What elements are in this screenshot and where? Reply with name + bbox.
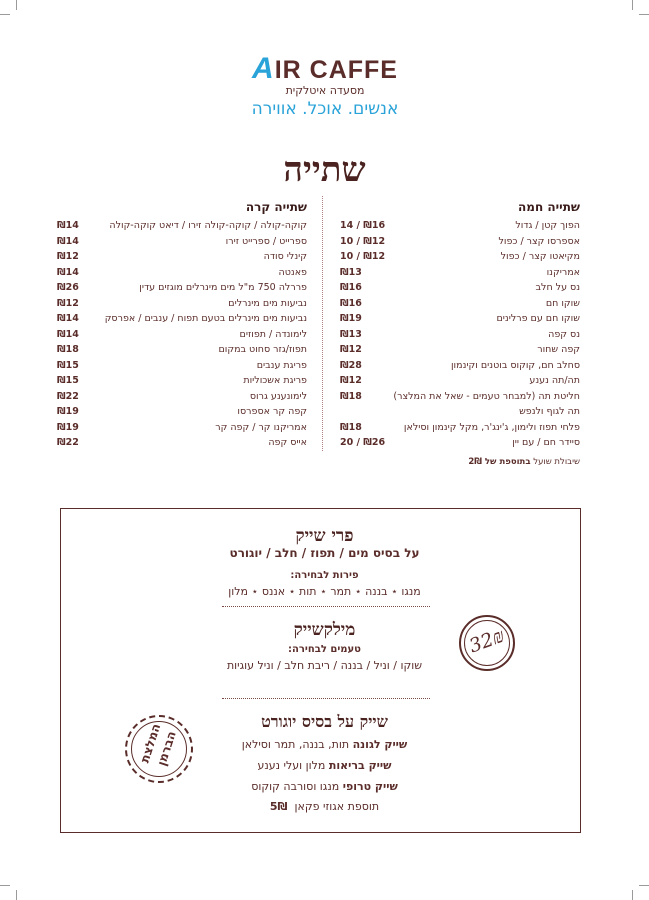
hot-drinks-list — [340, 218, 580, 451]
hot-item-row — [340, 358, 580, 374]
cold-item-name: פריגת אשכוליות — [243, 375, 307, 386]
hot-item-name: שוקו חם — [545, 297, 580, 309]
cold-item-row — [57, 218, 307, 234]
hot-item-name: סחלב חם, קוקוס בוטנים וקינמון — [450, 359, 580, 371]
yogurt-shake-name: שייק לגונה — [352, 738, 408, 751]
cold-item-name: אייס קפה — [268, 437, 307, 448]
cold-item-price: ₪14 — [57, 220, 79, 231]
page-title: שתייה — [283, 150, 366, 190]
cold-item-row — [57, 280, 307, 296]
pecan-addon: תוספת אגוזי פקאן 5₪ — [269, 800, 380, 813]
hot-item-name: מקיאטו קצר / כפול — [500, 251, 580, 262]
cold-item-row — [57, 435, 307, 451]
crop-mark — [632, 0, 633, 10]
hot-item-name: נס על חלב — [535, 282, 580, 293]
hot-item-name: תה/תה נענע — [529, 375, 580, 386]
logo-subtitle: מסעדה איטלקית — [285, 84, 365, 97]
hot-item-row — [340, 249, 580, 265]
hot-item-price: 10 / ₪12 — [340, 235, 386, 247]
yogurt-shake-item — [0, 759, 649, 772]
yogurt-shake-item — [0, 780, 649, 793]
dotted-separator — [222, 698, 430, 699]
cold-item-price: ₪14 — [57, 313, 79, 324]
yogurt-shake-title: שייק על בסיס יוגורט — [261, 712, 388, 731]
cold-item-row — [57, 265, 307, 281]
hot-item-price: ₪18 — [340, 390, 362, 402]
hot-item-row — [340, 311, 580, 327]
cold-item-price: ₪19 — [57, 406, 79, 417]
yogurt-shake-desc: תות, בננה, תמר וסילאן — [241, 738, 350, 751]
cold-item-price: ₪14 — [57, 266, 79, 278]
cold-item-name: לימונדה / תפוזים — [239, 328, 307, 340]
hot-item-row — [340, 389, 580, 405]
logo-tagline: אנשים. אוכל. אווירה — [251, 99, 399, 119]
crop-mark — [0, 885, 10, 886]
bartender-recommendation-stamp — [125, 715, 193, 783]
hot-item-name: קפה שחור — [537, 344, 580, 355]
price-value: 32₪ — [466, 624, 508, 658]
cold-drinks-heading: שתייה קרה — [245, 200, 307, 214]
cold-item-name: אמריקנו קר / קפה קר — [215, 421, 307, 433]
hot-item-name: הפוך קטן / גדול — [515, 220, 580, 231]
hot-item-row — [340, 265, 580, 281]
cold-item-price: ₪12 — [57, 297, 79, 309]
hot-item-name: סיידר חם / עם יין — [512, 437, 580, 448]
cold-item-name: לימונענע גרוס — [249, 390, 307, 402]
stamp-text: המלצת הברמן — [137, 721, 179, 768]
cold-item-name: תפוז/גזר סחוט במקום — [218, 344, 307, 355]
cold-item-name: ספרייט / ספרייט זירו — [225, 235, 307, 247]
logo — [220, 52, 430, 145]
hot-item-price: ₪19 — [340, 313, 362, 324]
cold-item-name: קפה קר אספרסו — [237, 406, 307, 417]
cold-item-price: ₪18 — [57, 344, 79, 355]
cold-item-price: ₪15 — [57, 359, 79, 371]
cold-item-row — [57, 389, 307, 405]
cold-item-row — [57, 311, 307, 327]
hot-item-price: 10 / ₪12 — [340, 251, 386, 262]
hot-item-name: תה לגוף ולנפש — [519, 406, 580, 417]
hot-item-price: ₪13 — [340, 266, 362, 278]
cold-item-name: פריגת ענבים — [256, 359, 307, 371]
milkshake-title: מילקשייק — [293, 620, 356, 640]
hot-item-name: נס קפה — [548, 328, 580, 340]
cold-item-price: ₪22 — [57, 390, 79, 402]
cold-item-row — [57, 249, 307, 265]
hot-item-row — [340, 373, 580, 389]
hot-item-row — [340, 342, 580, 358]
crop-mark — [639, 885, 649, 886]
cold-drinks-list — [57, 218, 307, 451]
fruit-choices: מנגו ⋆ בננה ⋆ תמר ⋆ תות ⋆ אננס ⋆ מלון — [228, 585, 421, 598]
hot-item-name: אספרסו קצר / כפול — [498, 235, 580, 247]
crop-mark — [632, 890, 633, 900]
cold-item-row — [57, 373, 307, 389]
fruit-choice-label: פירות לבחירה: — [290, 570, 359, 581]
yogurt-shake-name: שייק טרופי — [342, 780, 398, 793]
hot-item-row — [340, 435, 580, 451]
dotted-separator — [222, 606, 430, 607]
cold-item-row — [57, 234, 307, 250]
hot-item-row — [340, 296, 580, 312]
hot-item-price: ₪13 — [340, 328, 362, 340]
cold-item-name: פררלה 750 מ"ל מים מינרלים מוגזים עדין — [139, 282, 307, 293]
hot-item-price: ₪16 — [340, 297, 362, 309]
yogurt-shake-desc: מנגו וסורבה קוקוס — [251, 780, 340, 793]
cold-item-name: נביעות מים מינרלים בטעם תפוח / ענבים / אפרסק — [104, 313, 307, 324]
yogurt-shake-item — [0, 738, 649, 751]
hot-item-price: ₪12 — [340, 344, 362, 355]
logo-brand: AIR CAFFE — [252, 52, 398, 85]
cold-item-price: ₪22 — [57, 437, 79, 448]
cold-item-price: ₪12 — [57, 251, 79, 262]
hot-item-name: אמריקנו — [546, 266, 580, 278]
cold-item-row — [57, 420, 307, 436]
cold-item-row — [57, 358, 307, 374]
hot-item-name: חליטת תה (למבחר טעמים - שאל את המלצר) — [393, 390, 580, 402]
price-circle — [459, 615, 515, 671]
fruit-shake-title: פרי שייק — [295, 526, 354, 546]
fruit-shake-bases: על בסיס מים / תפוז / חלב / יוגורט — [229, 546, 420, 560]
oat-milk-note: שיבולת שועל בתוספת של 2₪ — [468, 457, 580, 467]
hot-item-price: ₪12 — [340, 375, 362, 386]
hot-item-name: שוקו חם עם פרלינים — [496, 313, 580, 324]
hot-item-price: ₪28 — [340, 359, 362, 371]
hot-item-row — [340, 327, 580, 343]
hot-drinks-section — [340, 196, 580, 451]
hot-item-price: ₪16 — [340, 282, 362, 293]
hot-item-row — [340, 234, 580, 250]
cold-item-name: פאנטה — [278, 266, 307, 278]
cold-item-name: נביעות מים מינרלים — [228, 297, 307, 309]
cold-item-name: קוקה-קולה / קוקה-קולה זירו / דיאט קוקה-קולה — [109, 220, 307, 231]
cold-item-price: ₪15 — [57, 375, 79, 386]
hot-item-name: פלחי תפוז ולימון, ג'ינג'ר, מקל קינמון וסילאן — [403, 421, 580, 433]
cold-item-row — [57, 296, 307, 312]
yogurt-shake-name: שייק בריאות — [328, 759, 392, 772]
crop-mark — [0, 14, 10, 15]
cold-item-row — [57, 342, 307, 358]
milk-choice-label: טעמים לבחירה: — [288, 644, 361, 655]
cold-item-price: ₪14 — [57, 235, 79, 247]
hot-drinks-heading: שתייה חמה — [518, 200, 580, 214]
hot-item-price: 20 / ₪26 — [340, 437, 386, 448]
hot-item-row — [340, 218, 580, 234]
cold-drinks-section — [57, 196, 307, 451]
cold-item-name: קינלי סודה — [263, 251, 307, 262]
crop-mark — [16, 0, 17, 10]
yogurt-shake-desc: מלון ועלי נענע — [257, 759, 326, 772]
cold-item-row — [57, 327, 307, 343]
hot-item-row — [340, 420, 580, 436]
cold-item-price: ₪14 — [57, 328, 79, 340]
milk-choices: שוקו / וניל / בננה / ריבת חלב / וניל עוגיות — [226, 659, 423, 672]
hot-item-row — [340, 280, 580, 296]
crop-mark — [16, 890, 17, 900]
column-divider — [322, 196, 323, 451]
hot-item-price: ₪18 — [340, 421, 362, 433]
cold-item-price: ₪26 — [57, 282, 79, 293]
cold-item-row — [57, 404, 307, 420]
crop-mark — [639, 14, 649, 15]
hot-item-price: 14 / ₪16 — [340, 220, 386, 231]
hot-item-row — [340, 404, 580, 420]
cold-item-price: ₪19 — [57, 421, 79, 433]
